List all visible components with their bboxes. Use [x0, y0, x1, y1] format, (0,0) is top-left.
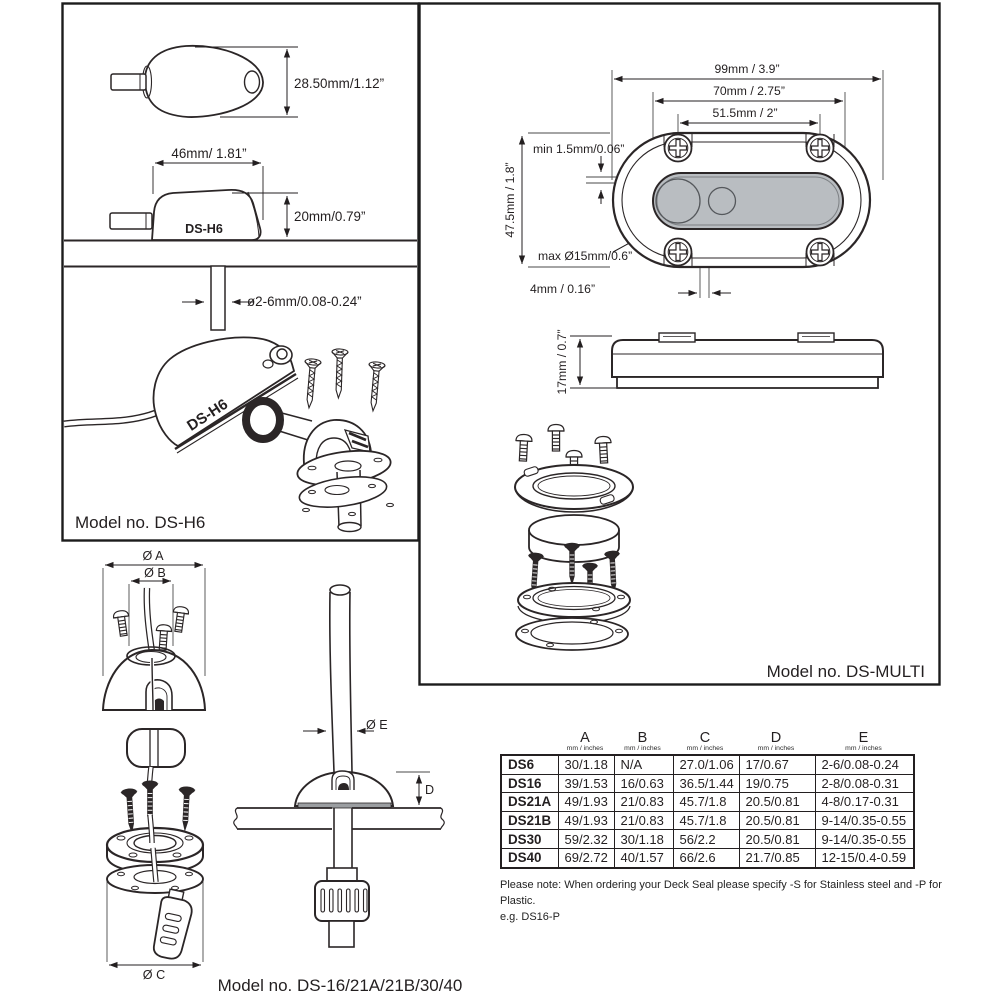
value-cell: 49/1.93	[558, 811, 614, 830]
table-row	[501, 774, 914, 793]
table-row	[501, 811, 914, 830]
dim-label-ds-h6-side-height: 20mm/0.79”	[294, 209, 366, 224]
value-cell: 12-15/0.4-0.59	[815, 848, 914, 867]
value-cell: 9-14/0.35-0.55	[815, 830, 914, 849]
ds-series-model-label: Model no. DS-16/21A/21B/30/40	[217, 976, 463, 995]
column-header-spacer	[500, 726, 557, 754]
value-cell: 56/2.2	[673, 830, 739, 849]
value-cell: 21.7/0.85	[739, 848, 815, 867]
value-cell: 30/1.18	[614, 830, 673, 849]
table-row	[501, 755, 914, 774]
value-cell: 20.5/0.81	[739, 830, 815, 849]
value-cell: 4-8/0.17-0.31	[815, 793, 914, 812]
table-row	[501, 793, 914, 812]
ordering-note-line2: e.g. DS16-P	[500, 911, 560, 923]
ordering-note-line1: Please note: When ordering your Deck Seal please specify -S for Stainless steel and -P for Plastic.	[500, 879, 942, 907]
column-header-c: C mm / inches	[686, 730, 724, 752]
value-cell: 20.5/0.81	[739, 793, 815, 812]
ds-multi-drawing	[515, 70, 883, 650]
model-cell: DS21B	[501, 811, 558, 830]
value-cell: 69/2.72	[558, 848, 614, 867]
value-cell: 45.7/1.8	[673, 811, 739, 830]
value-cell: 59/2.32	[558, 830, 614, 849]
dim-label-ds-h6-height: 28.50mm/1.12”	[294, 76, 385, 91]
dim-label-series-a: Ø A	[142, 549, 164, 563]
value-cell: 2-6/0.08-0.24	[815, 755, 914, 774]
value-cell: 30/1.18	[558, 755, 614, 774]
value-cell: 45.7/1.8	[673, 793, 739, 812]
value-cell: 9-14/0.35-0.55	[815, 811, 914, 830]
spec-table-column-headers	[500, 726, 913, 754]
model-cell: DS40	[501, 848, 558, 867]
dim-label-series-b: Ø B	[144, 566, 166, 580]
dim-label-multi-overall: 99mm / 3.9”	[714, 62, 780, 76]
dim-label-multi-width: 47.5mm / 1.8”	[503, 162, 517, 238]
column-header-e: E mm / inches	[845, 730, 882, 752]
value-cell: 39/1.53	[558, 774, 614, 793]
table-row	[501, 848, 914, 867]
value-cell: 66/2.6	[673, 848, 739, 867]
column-header-b: B mm / inches	[624, 730, 661, 752]
table-row	[501, 830, 914, 849]
dim-label-multi-max-cable: max Ø15mm/0.6”	[538, 249, 633, 263]
column-header-d: D mm / inches	[757, 730, 795, 752]
dim-label-series-c: Ø C	[142, 968, 166, 982]
value-cell: 49/1.93	[558, 793, 614, 812]
ds-h6-model-label: Model no. DS-H6	[75, 513, 206, 532]
value-cell: 40/1.57	[614, 848, 673, 867]
ordering-note	[500, 877, 950, 925]
value-cell: 27.0/1.06	[673, 755, 739, 774]
ds-h6-drawing	[64, 46, 417, 532]
ds-series-drawing	[103, 565, 444, 965]
model-cell: DS6	[501, 755, 558, 774]
value-cell: 21/0.83	[614, 793, 673, 812]
ds-h6-exploded-marking: DS-H6	[184, 395, 232, 435]
dim-label-ds-h6-width: 46mm/ 1.81”	[171, 146, 247, 161]
dim-label-multi-screws: 70mm / 2.75”	[713, 84, 785, 98]
dim-label-ds-h6-cable: ø2-6mm/0.08-0.24”	[247, 294, 362, 309]
value-cell: 36.5/1.44	[673, 774, 739, 793]
model-cell: DS30	[501, 830, 558, 849]
column-header-a: A mm / inches	[566, 730, 604, 752]
value-cell: 21/0.83	[614, 811, 673, 830]
value-cell: 2-8/0.08-0.31	[815, 774, 914, 793]
spec-table	[500, 754, 915, 869]
dim-label-multi-gap: 4mm / 0.16”	[530, 282, 596, 296]
model-cell: DS16	[501, 774, 558, 793]
dim-label-multi-min-thickness: min 1.5mm/0.06”	[533, 142, 625, 156]
value-cell: 17/0.67	[739, 755, 815, 774]
dim-label-multi-height: 17mm / 0.7”	[555, 329, 569, 395]
dim-label-series-e: Ø E	[366, 718, 388, 732]
ds-multi-model-label: Model no. DS-MULTI	[766, 662, 925, 681]
value-cell: N/A	[614, 755, 673, 774]
value-cell: 19/0.75	[739, 774, 815, 793]
value-cell: 20.5/0.81	[739, 811, 815, 830]
spec-table-body	[501, 755, 914, 868]
dim-label-series-d: D	[425, 783, 435, 797]
ds-h6-product-marking: DS-H6	[185, 222, 223, 236]
dim-label-multi-slot: 51.5mm / 2”	[712, 106, 778, 120]
value-cell: 16/0.63	[614, 774, 673, 793]
model-cell: DS21A	[501, 793, 558, 812]
spec-table-section	[500, 726, 913, 869]
